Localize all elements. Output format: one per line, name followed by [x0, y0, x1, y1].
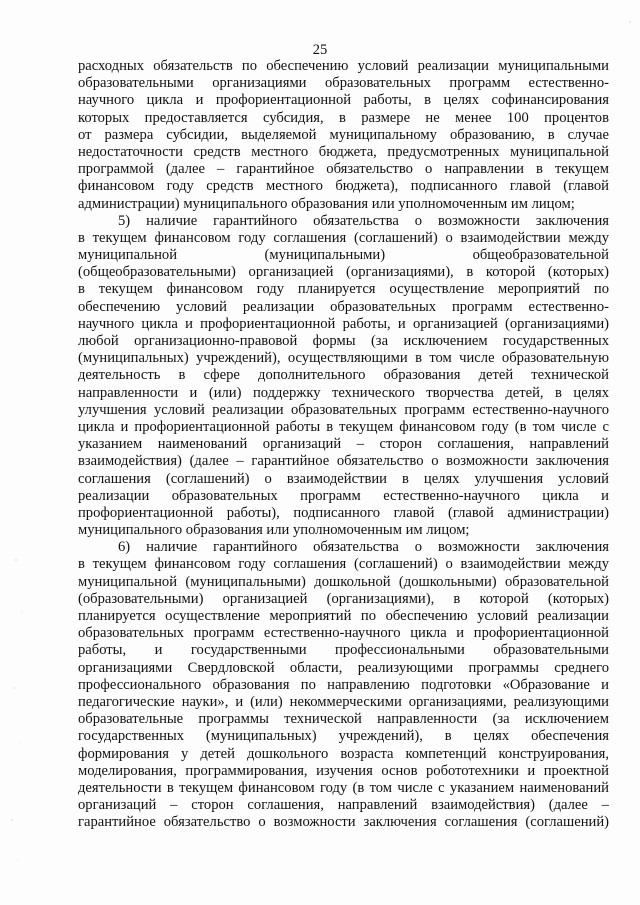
text-line: организациями Свердловской области, реализующими программы среднего: [78, 659, 609, 676]
text-line: направленности и (или) поддержку технического творчества детей, в целях: [78, 384, 609, 401]
text-line: профориентационной работы), подписанного главой (главой администрации): [78, 504, 609, 521]
text-line: 5) наличие гарантийного обязательства о возможности заключения: [118, 212, 609, 229]
text-line: гарантийное обязательство о возможности заключения соглашения (соглашений): [78, 814, 609, 831]
text-line: финансовом году средств местного бюджета), подписанного главой (главой: [78, 178, 609, 195]
text-line: в текущем финансовом году соглашения (соглашений) о взаимодействии между: [78, 556, 609, 573]
scan-speck: [13, 687, 14, 688]
text-line: планируется осуществление мероприятий по обеспечению условий реализации: [78, 608, 609, 624]
text-line: улучшения условий реализации образовательных программ естественно-научного: [78, 401, 609, 418]
text-line: муниципальной (муниципальными) дошкольной (дошкольными) образовательной: [78, 573, 609, 590]
text-line: моделирования, программирования, изучения основ робототехники и проектной: [78, 762, 609, 779]
text-line: в текущем финансовом году соглашения (соглашений) о взаимодействии между: [78, 229, 609, 246]
text-line: (общеобразовательными) организацией (организациями), в которой (которых): [78, 264, 609, 281]
text-line: муниципальной (муниципальными) общеобразовательной: [78, 247, 609, 264]
text-line: программой (далее – гарантийное обязательство о направлении в текущем: [78, 161, 609, 178]
text-line: образовательных программ естественно-научного цикла и профориентационной: [78, 625, 609, 642]
text-line: государственных (муниципальных) учреждений), в целях обеспечения: [78, 728, 609, 745]
text-line: муниципального образования или уполномоченным им лицом;: [78, 522, 470, 539]
text-line: реализации образовательных программ естественно-научного цикла и: [78, 487, 609, 504]
text-line: недостаточности средств местного бюджета, предусмотренных муниципальной: [78, 143, 609, 160]
text-line: (образовательными) организацией (организациями), в которой (которых): [78, 590, 609, 607]
text-line: 6) наличие гарантийного обязательства о возможности заключения: [118, 539, 609, 556]
text-line: расходных обязательств по обеспечению условий реализации муниципальными: [78, 58, 609, 74]
scan-speck: [629, 21, 630, 22]
text-line: которых предоставляется субсидия, в размере не менее 100 процентов: [78, 109, 609, 126]
text-line: (муниципальных) учреждений), осуществляющими в том числе образовательную: [78, 350, 609, 367]
scan-speck: [20, 742, 21, 743]
scan-speck: [11, 819, 12, 820]
text-line: соглашения (соглашений) о взаимодействии в целях улучшения условий: [78, 470, 609, 487]
text-line: педагогические науки», и (или) некоммерческими организациями, реализующими: [78, 693, 609, 710]
text-line: обеспечению условий реализации образовательных программ естественно-: [78, 298, 609, 315]
document-body-text: [78, 58, 609, 831]
text-line: цикла и профориентационной работы в текущем финансовом году (в том числе с: [78, 418, 609, 435]
scan-speck: [18, 860, 19, 861]
text-line: образовательными организациями образовательных программ естественно-: [78, 75, 609, 92]
text-line: администрации) муниципального образования или уполномоченным им лицом;: [78, 195, 575, 212]
text-line: деятельность в сфере дополнительного образования детей технической: [78, 367, 609, 384]
text-line: научного цикла и профориентационной работы, и организацией (организациями): [78, 315, 609, 332]
text-line: формирования у детей дошкольного возраста компетенций конструирования,: [78, 745, 609, 762]
text-line: любой организационно-правовой формы (за исключением государственных: [78, 333, 609, 349]
text-line: от размера субсидии, выделяемой муниципальному образованию, в случае: [78, 126, 609, 143]
scan-speck: [22, 612, 23, 613]
text-line: организаций – сторон соглашения, направлений взаимодействия) (далее –: [78, 797, 609, 814]
page-number: 25: [312, 42, 328, 58]
text-line: образовательные программы технической направленности (за исключением: [78, 711, 609, 728]
text-line: деятельности в текущем финансовом году (в том числе с указанием наименований: [78, 779, 609, 796]
text-line: взаимодействия) (далее – гарантийное обязательство о возможности заключения: [78, 453, 609, 470]
text-line: в текущем финансовом году планируется осуществление мероприятий по: [78, 281, 609, 298]
text-line: указанием наименований организаций – сторон соглашения, направлений: [78, 436, 609, 453]
text-line: профессионального образования по направлению подготовки «Образование и: [78, 676, 609, 693]
scan-speck: [15, 559, 16, 560]
text-line: работы, и государственными профессиональными образовательными: [78, 642, 609, 659]
text-line: научного цикла и профориентационной работы, в целях софинансирования: [78, 92, 609, 109]
